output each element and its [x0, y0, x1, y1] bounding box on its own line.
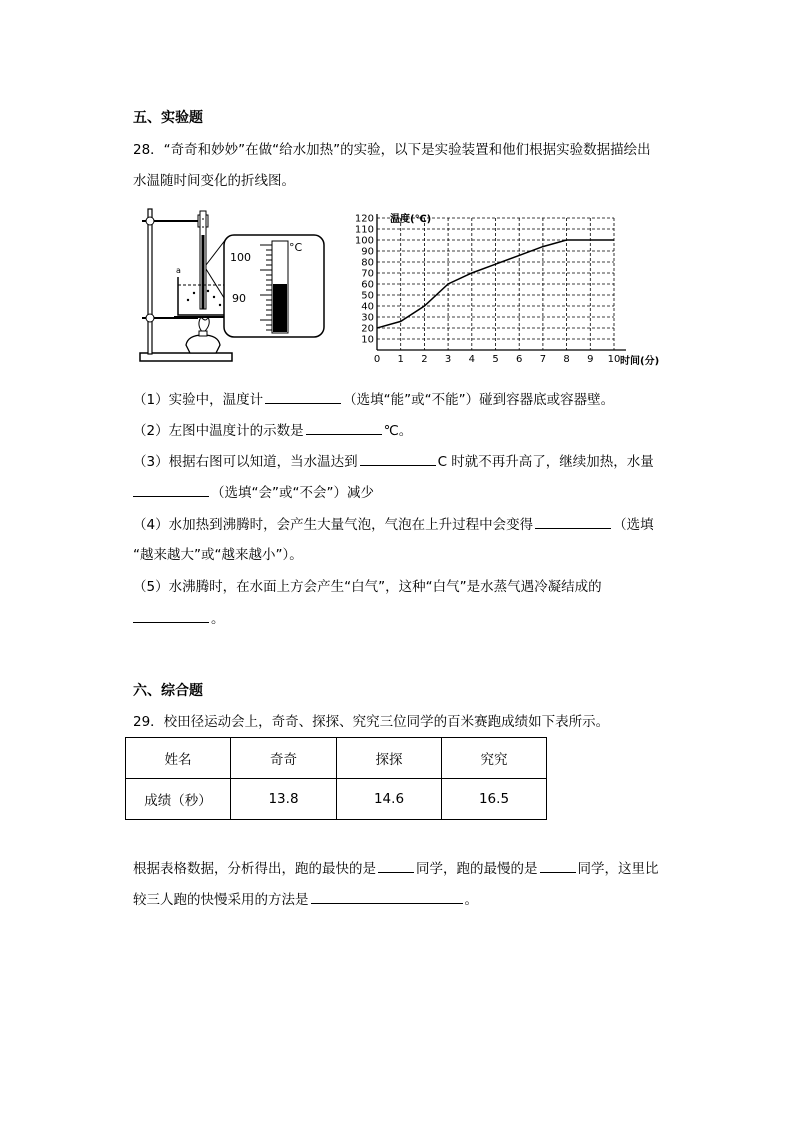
q28-sub3-line2 — [133, 482, 374, 503]
q28-sub5-line2 — [133, 608, 225, 629]
scale-label-90: 90 — [232, 292, 246, 305]
answer-blank-2[interactable] — [306, 420, 382, 435]
table-cell: 13.8 — [231, 779, 337, 820]
y-tick-label: 60 — [361, 279, 374, 291]
sub4-text-a: （4）水加热到沸腾时，会产生大量气泡，气泡在上升过程中会变得 — [133, 517, 534, 533]
q28-sub5-line1: （5）水沸腾时，在水面上方会产生“白气”，这种“白气”是水蒸气遇冷凝结成的 — [133, 579, 602, 595]
q28-sub3-line1 — [133, 451, 654, 472]
q28-sub1 — [133, 389, 614, 410]
table-cell: 究究 — [442, 738, 547, 779]
x-tick-label: 10 — [607, 354, 621, 365]
analysis-text-a: 根据表格数据，分析得出，跑的最快的是 — [133, 861, 376, 877]
x-tick-label: 1 — [397, 354, 404, 365]
y-tick-label: 90 — [361, 246, 374, 258]
y-tick-label: 10 — [361, 334, 374, 346]
x-tick-label: 9 — [587, 354, 594, 365]
q28-sub4-line1 — [133, 514, 654, 535]
sub5-text-b: 。 — [211, 611, 225, 627]
sub1-text-b: （选填“能”或“不能”）碰到容器底或容器壁。 — [343, 392, 615, 408]
q28-line2: 水温随时间变化的折线图。 — [133, 173, 295, 189]
y-tick-label: 110 — [354, 224, 374, 236]
table-cell: 16.5 — [442, 779, 547, 820]
sub2-text-b: ℃。 — [383, 423, 413, 439]
sub3-text-b: C 时就不再升高了，继续加热，水量 — [437, 454, 654, 470]
sub1-text-a: （1）实验中，温度计 — [133, 392, 264, 408]
table-cell: 奇奇 — [231, 738, 337, 779]
race-results-table — [125, 737, 547, 820]
sub4-text-b: （选填 — [613, 517, 654, 533]
alcohol-burner — [186, 335, 220, 353]
answer-blank-3[interactable] — [360, 451, 436, 466]
section6-heading: 六、综合题 — [133, 683, 203, 699]
analysis-text-e: 。 — [464, 892, 478, 908]
answer-blank-4[interactable] — [133, 482, 209, 497]
x-tick-label: 0 — [373, 354, 381, 365]
y-tick-label: 120 — [354, 213, 374, 225]
answer-blank-5[interactable] — [535, 514, 611, 529]
heating-apparatus-figure — [136, 205, 336, 370]
q28-line1: 28．“奇奇和妙妙”在做“给水加热”的实验，以下是实验装置和他们根据实验数据描绘出 — [133, 142, 651, 158]
x-tick-label: 8 — [563, 354, 570, 365]
table-cell: 姓名 — [126, 738, 231, 779]
sub2-text-a: （2）左图中温度计的示数是 — [133, 423, 304, 439]
y-tick-label: 100 — [354, 235, 374, 247]
table-header-row — [126, 738, 547, 779]
answer-blank-slowest[interactable] — [540, 858, 576, 873]
answer-blank-method[interactable] — [311, 889, 463, 904]
table-cell: 探探 — [337, 738, 442, 779]
q28-sub4-line2: “越来越大”或“越来越小”）。 — [133, 547, 303, 563]
scale-unit: °C — [289, 241, 303, 254]
x-tick-label: 4 — [468, 354, 475, 365]
answer-blank-6[interactable] — [133, 608, 209, 623]
q28-sub2 — [133, 420, 412, 441]
table-cell: 成绩（秒） — [126, 779, 231, 820]
table-row — [126, 779, 547, 820]
x-tick-label: 3 — [444, 354, 452, 365]
answer-blank-1[interactable] — [265, 389, 341, 404]
analysis-text-c: 同学，这里比 — [577, 861, 659, 877]
table-cell: 14.6 — [337, 779, 442, 820]
analysis-text-d: 较三人跑的快慢采用的方法是 — [133, 892, 309, 908]
x-tick-label: 7 — [539, 354, 547, 365]
y-tick-label: 80 — [361, 257, 374, 269]
stand-rod — [148, 209, 152, 354]
y-tick-label: 70 — [361, 268, 374, 280]
x-tick-label: 2 — [421, 354, 428, 365]
y-tick-label: 40 — [361, 301, 374, 313]
y-tick-label: 30 — [361, 312, 374, 324]
section5-heading: 五、实验题 — [133, 110, 203, 126]
analysis-text-b: 同学，跑的最慢的是 — [416, 861, 538, 877]
q29-analysis-line2 — [133, 889, 478, 910]
q29-analysis-line1 — [133, 858, 659, 879]
answer-blank-fastest[interactable] — [378, 858, 414, 873]
y-axis-label: 温度(℃) — [390, 214, 432, 225]
sub3-text-c: （选填“会”或“不会”）减少 — [211, 485, 374, 501]
stand-base — [140, 353, 232, 361]
q29-text: 29．校田径运动会上，奇奇、探探、究究三位同学的百米赛跑成绩如下表所示。 — [133, 714, 610, 730]
y-tick-label: 20 — [361, 323, 374, 335]
x-tick-label: 5 — [492, 354, 499, 365]
svg-text:a: a — [176, 266, 181, 275]
x-axis-label: 时间(分) — [620, 356, 660, 367]
scale-label-100: 100 — [230, 251, 251, 264]
sub3-text-a: （3）根据右图可以知道，当水温达到 — [133, 454, 358, 470]
temperature-time-chart — [352, 210, 682, 370]
x-tick-label: 6 — [516, 354, 523, 365]
y-tick-label: 50 — [361, 290, 374, 302]
